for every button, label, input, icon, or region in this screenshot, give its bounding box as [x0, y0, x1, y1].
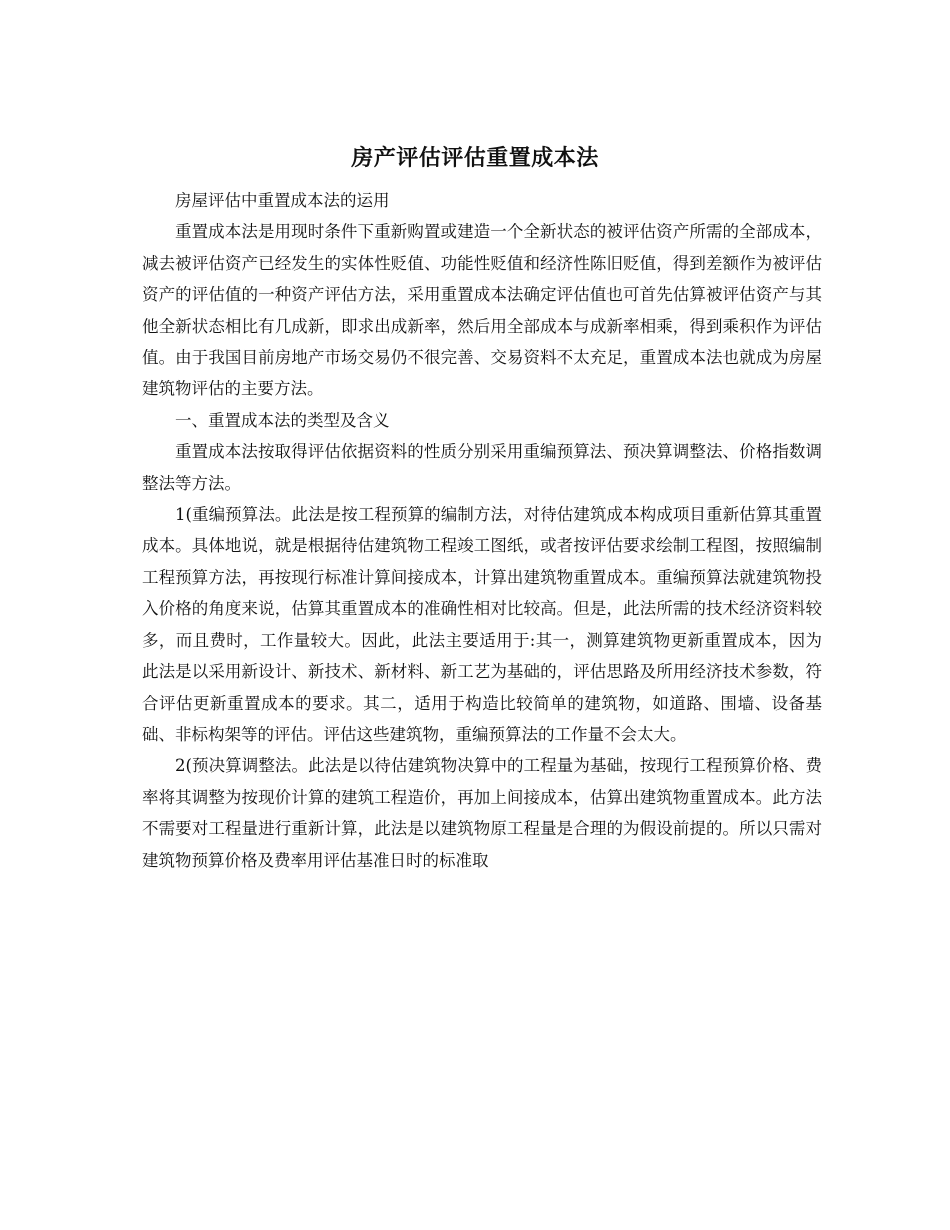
paragraph-rebudget-method: 1(重编预算法。此法是按工程预算的编制方法，对待估建筑成本构成项目重新估算其重置成本。具体地说，就是根据待估建筑物工程竣工图纸，或者按评估要求绘制工程图，按照编制工程预算方法，再按现行标准计算间接成本，计算出建筑物重置成本。重编预算法就建筑物投入价格的角度来说，估算其重置成本的准确性相对比较高。但是，此法所需的技术经济资料较多，而且费时，工作量较大。因此，此法主要适用于:其一，测算建筑物更新重置成本，因为此法是以采用新设计、新技术、新材料、新工艺为基础的，评估思路及所用经济技术参数，符合评估更新重置成本的要求。其二，适用于构造比较简单的建筑物，如道路、围墙、设备基础、非标构架等的评估。评估这些建筑物，重编预算法的工作量不会太大。	[142, 505, 822, 744]
paragraph-subtitle: 房屋评估中重置成本法的运用	[175, 191, 390, 210]
paragraph-methods-overview: 重置成本法按取得评估依据资料的性质分别采用重编预算法、预决算调整法、价格指数调整法等方法。	[142, 442, 822, 493]
section-heading-types: 一、重置成本法的类型及含义	[175, 410, 390, 430]
document-title: 房产评估评估重置成本法	[351, 145, 599, 171]
paragraph-definition: 重置成本法是用现时条件下重新购置或建造一个全新状态的被评估资产所需的全部成本，减去被评估资产已经发生的实体性贬值、功能性贬值和经济性陈旧贬值，得到差额作为被评估资产的评估值的一种资产评估方法，采用重置成本法确定评估值也可首先估算被评估资产与其他全新状态相比有几成新，即求出成新率，然后用全部成本与成新率相乘，得到乘积作为评估值。由于我国目前房地产市场交易仍不很完善、交易资料不太充足，重置成本法也就成为房屋建筑物评估的主要方法。	[142, 222, 822, 399]
paragraph-budget-adjustment-method: 2(预决算调整法。此法是以待估建筑物决算中的工程量为基础，按现行工程预算价格、费率将其调整为按现价计算的建筑工程造价，再加上间接成本，估算出建筑物重置成本。此方法不需要对工程量进行重新计算，此法是以建筑物原工程量是合理的为假设前提的。所以只需对建筑物预算价格及费率用评估基准日时的标准取	[142, 756, 822, 870]
document-body	[142, 185, 822, 876]
